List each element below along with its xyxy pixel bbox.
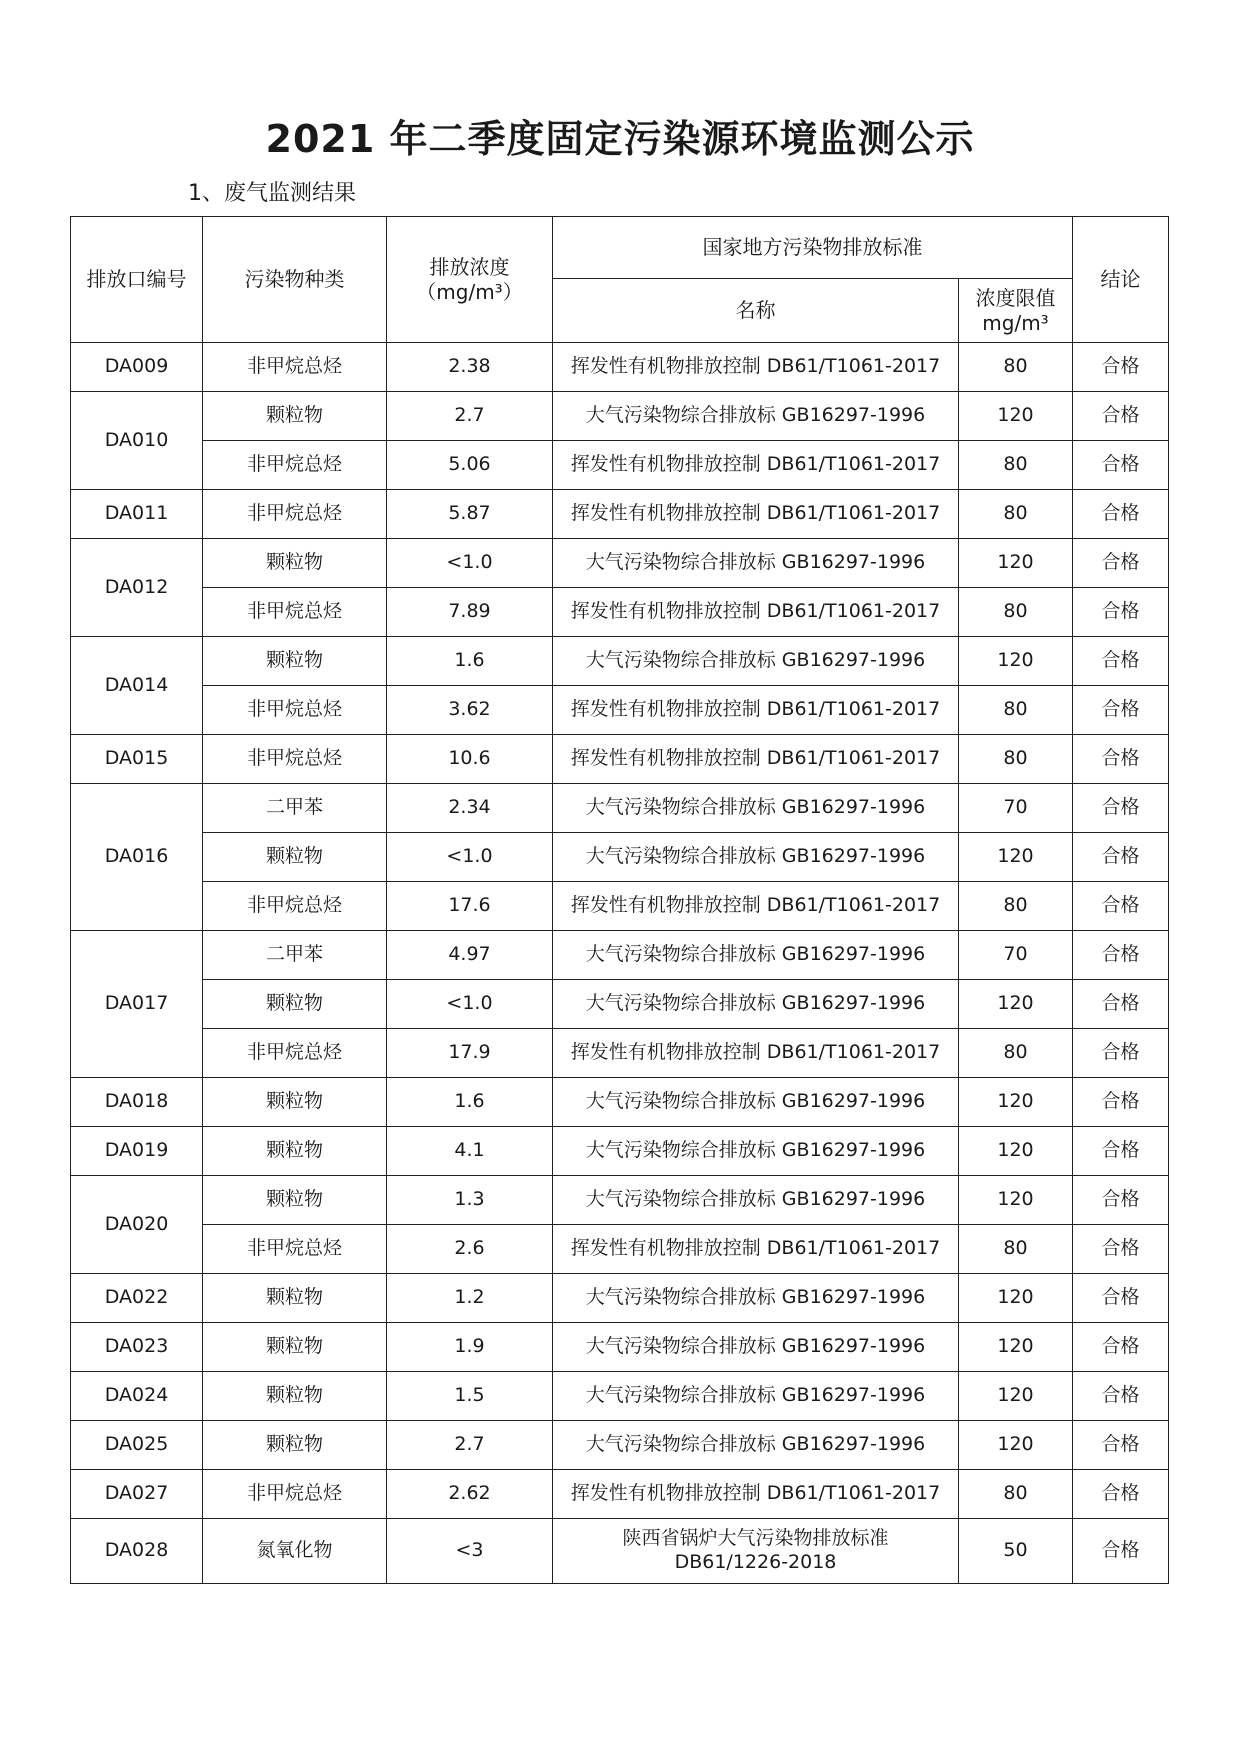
concentration-cell: 17.9 xyxy=(387,1029,553,1078)
standard-name-cell: 挥发性有机物排放控制 DB61/T1061-2017 xyxy=(553,441,959,490)
concentration-cell: 2.34 xyxy=(387,784,553,833)
standard-name-cell xyxy=(553,1519,959,1584)
standard-name-cell: 挥发性有机物排放控制 DB61/T1061-2017 xyxy=(553,1029,959,1078)
conclusion-cell: 合格 xyxy=(1073,1176,1169,1225)
outlet-id-cell: DA028 xyxy=(71,1519,203,1584)
pollutant-cell: 颗粒物 xyxy=(203,539,387,588)
table-row xyxy=(71,441,1169,490)
limit-value-cell: 80 xyxy=(959,441,1073,490)
pollutant-cell: 颗粒物 xyxy=(203,980,387,1029)
conclusion-cell: 合格 xyxy=(1073,1372,1169,1421)
table-row xyxy=(71,1225,1169,1274)
pollutant-cell: 二甲苯 xyxy=(203,931,387,980)
standard-name-cell: 大气污染物综合排放标 GB16297-1996 xyxy=(553,1421,959,1470)
outlet-id-cell: DA010 xyxy=(71,392,203,490)
limit-value-cell: 80 xyxy=(959,882,1073,931)
pollutant-cell: 非甲烷总烃 xyxy=(203,588,387,637)
limit-value-cell: 120 xyxy=(959,1127,1073,1176)
standard-name-cell: 大气污染物综合排放标 GB16297-1996 xyxy=(553,1078,959,1127)
table-row xyxy=(71,343,1169,392)
conclusion-cell: 合格 xyxy=(1073,1519,1169,1584)
standard-name-cell: 大气污染物综合排放标 GB16297-1996 xyxy=(553,1176,959,1225)
pollutant-cell: 颗粒物 xyxy=(203,637,387,686)
limit-value-cell: 120 xyxy=(959,539,1073,588)
concentration-cell: 3.62 xyxy=(387,686,553,735)
standard-name-cell: 挥发性有机物排放控制 DB61/T1061-2017 xyxy=(553,490,959,539)
table-row xyxy=(71,833,1169,882)
outlet-id-cell: DA020 xyxy=(71,1176,203,1274)
standard-name-line: 陕西省锅炉大气污染物排放标准 xyxy=(622,1527,889,1550)
pollutant-cell: 颗粒物 xyxy=(203,1176,387,1225)
header-pollutant: 污染物种类 xyxy=(203,217,387,343)
table-row xyxy=(71,1372,1169,1421)
table-row xyxy=(71,1176,1169,1225)
table-row xyxy=(71,931,1169,980)
outlet-id-cell: DA012 xyxy=(71,539,203,637)
standard-name-line: DB61/1226-2018 xyxy=(674,1551,837,1573)
standard-name-cell: 大气污染物综合排放标 GB16297-1996 xyxy=(553,931,959,980)
standard-name-cell: 挥发性有机物排放控制 DB61/T1061-2017 xyxy=(553,1225,959,1274)
limit-value-cell: 120 xyxy=(959,833,1073,882)
concentration-cell: 1.3 xyxy=(387,1176,553,1225)
pollutant-cell: 氮氧化物 xyxy=(203,1519,387,1584)
limit-value-cell: 120 xyxy=(959,1078,1073,1127)
limit-value-cell: 120 xyxy=(959,1274,1073,1323)
header-concentration xyxy=(387,217,553,343)
limit-value-cell: 80 xyxy=(959,1225,1073,1274)
header-conclusion: 结论 xyxy=(1073,217,1169,343)
limit-value-cell: 80 xyxy=(959,490,1073,539)
limit-value-cell: 120 xyxy=(959,980,1073,1029)
table-row xyxy=(71,980,1169,1029)
conclusion-cell: 合格 xyxy=(1073,980,1169,1029)
concentration-cell: 4.97 xyxy=(387,931,553,980)
standard-name-cell: 挥发性有机物排放控制 DB61/T1061-2017 xyxy=(553,882,959,931)
conclusion-cell: 合格 xyxy=(1073,1323,1169,1372)
concentration-cell: 2.62 xyxy=(387,1470,553,1519)
table-header xyxy=(71,217,1169,343)
table-body xyxy=(71,343,1169,1584)
page-title: 2021 年二季度固定污染源环境监测公示 xyxy=(265,117,975,161)
header-concentration-unit: （mg/m³） xyxy=(416,279,523,304)
pollutant-cell: 非甲烷总烃 xyxy=(203,1470,387,1519)
pollutant-cell: 颗粒物 xyxy=(203,392,387,441)
outlet-id-cell: DA024 xyxy=(71,1372,203,1421)
outlet-id-cell: DA027 xyxy=(71,1470,203,1519)
outlet-id-cell: DA022 xyxy=(71,1274,203,1323)
pollutant-cell: 颗粒物 xyxy=(203,1078,387,1127)
concentration-cell: <1.0 xyxy=(387,833,553,882)
table-row xyxy=(71,1323,1169,1372)
standard-name-cell: 大气污染物综合排放标 GB16297-1996 xyxy=(553,1323,959,1372)
standard-name-cell: 大气污染物综合排放标 GB16297-1996 xyxy=(553,1127,959,1176)
section-heading: 1、废气监测结果 xyxy=(188,181,356,206)
pollutant-cell: 非甲烷总烃 xyxy=(203,686,387,735)
table-row xyxy=(71,735,1169,784)
outlet-id-cell: DA017 xyxy=(71,931,203,1078)
header-standard-name: 名称 xyxy=(553,279,959,343)
table-row xyxy=(71,1029,1169,1078)
standard-name-cell: 挥发性有机物排放控制 DB61/T1061-2017 xyxy=(553,588,959,637)
conclusion-cell: 合格 xyxy=(1073,735,1169,784)
pollutant-cell: 颗粒物 xyxy=(203,1323,387,1372)
limit-value-cell: 120 xyxy=(959,1323,1073,1372)
pollutant-cell: 非甲烷总烃 xyxy=(203,343,387,392)
standard-name-cell: 大气污染物综合排放标 GB16297-1996 xyxy=(553,539,959,588)
conclusion-cell: 合格 xyxy=(1073,1421,1169,1470)
pollutant-cell: 非甲烷总烃 xyxy=(203,882,387,931)
concentration-cell: 1.6 xyxy=(387,637,553,686)
concentration-cell: 2.6 xyxy=(387,1225,553,1274)
concentration-cell: 7.89 xyxy=(387,588,553,637)
limit-value-cell: 120 xyxy=(959,1176,1073,1225)
header-concentration-label: 排放浓度 xyxy=(429,254,510,279)
limit-value-cell: 120 xyxy=(959,1421,1073,1470)
conclusion-cell: 合格 xyxy=(1073,490,1169,539)
standard-name-cell: 大气污染物综合排放标 GB16297-1996 xyxy=(553,637,959,686)
standard-name-cell: 大气污染物综合排放标 GB16297-1996 xyxy=(553,1372,959,1421)
conclusion-cell: 合格 xyxy=(1073,588,1169,637)
conclusion-cell: 合格 xyxy=(1073,1078,1169,1127)
outlet-id-cell: DA023 xyxy=(71,1323,203,1372)
conclusion-cell: 合格 xyxy=(1073,392,1169,441)
emission-results-table xyxy=(70,216,1169,1584)
pollutant-cell: 非甲烷总烃 xyxy=(203,735,387,784)
limit-value-cell: 70 xyxy=(959,931,1073,980)
concentration-cell: 17.6 xyxy=(387,882,553,931)
outlet-id-cell: DA014 xyxy=(71,637,203,735)
concentration-cell: 1.5 xyxy=(387,1372,553,1421)
standard-name-cell: 挥发性有机物排放控制 DB61/T1061-2017 xyxy=(553,735,959,784)
concentration-cell: 2.38 xyxy=(387,343,553,392)
limit-value-cell: 120 xyxy=(959,637,1073,686)
conclusion-cell: 合格 xyxy=(1073,343,1169,392)
conclusion-cell: 合格 xyxy=(1073,539,1169,588)
header-limit xyxy=(959,279,1073,343)
pollutant-cell: 颗粒物 xyxy=(203,1274,387,1323)
standard-name-cell: 大气污染物综合排放标 GB16297-1996 xyxy=(553,392,959,441)
pollutant-cell: 非甲烷总烃 xyxy=(203,490,387,539)
table-row xyxy=(71,686,1169,735)
table-row xyxy=(71,1078,1169,1127)
limit-value-cell: 80 xyxy=(959,1470,1073,1519)
concentration-cell: 5.87 xyxy=(387,490,553,539)
conclusion-cell: 合格 xyxy=(1073,686,1169,735)
concentration-cell: 2.7 xyxy=(387,392,553,441)
table-row xyxy=(71,1470,1169,1519)
standard-name-cell: 挥发性有机物排放控制 DB61/T1061-2017 xyxy=(553,343,959,392)
standard-name-cell: 挥发性有机物排放控制 DB61/T1061-2017 xyxy=(553,686,959,735)
table-row xyxy=(71,637,1169,686)
table-row xyxy=(71,588,1169,637)
conclusion-cell: 合格 xyxy=(1073,882,1169,931)
limit-value-cell: 120 xyxy=(959,392,1073,441)
concentration-cell: 5.06 xyxy=(387,441,553,490)
concentration-cell: 4.1 xyxy=(387,1127,553,1176)
concentration-cell: <3 xyxy=(387,1519,553,1584)
header-limit-label: 浓度限值 xyxy=(975,285,1056,310)
outlet-id-cell: DA019 xyxy=(71,1127,203,1176)
limit-value-cell: 80 xyxy=(959,1029,1073,1078)
standard-name-cell: 大气污染物综合排放标 GB16297-1996 xyxy=(553,784,959,833)
limit-value-cell: 70 xyxy=(959,784,1073,833)
conclusion-cell: 合格 xyxy=(1073,441,1169,490)
conclusion-cell: 合格 xyxy=(1073,833,1169,882)
concentration-cell: 1.9 xyxy=(387,1323,553,1372)
table-row xyxy=(71,1127,1169,1176)
table-row xyxy=(71,1274,1169,1323)
table-row xyxy=(71,1421,1169,1470)
outlet-id-cell: DA025 xyxy=(71,1421,203,1470)
outlet-id-cell: DA011 xyxy=(71,490,203,539)
limit-value-cell: 80 xyxy=(959,588,1073,637)
outlet-id-cell: DA009 xyxy=(71,343,203,392)
standard-name-cell: 挥发性有机物排放控制 DB61/T1061-2017 xyxy=(553,1470,959,1519)
concentration-cell: 2.7 xyxy=(387,1421,553,1470)
table-row xyxy=(71,490,1169,539)
table-row xyxy=(71,882,1169,931)
pollutant-cell: 非甲烷总烃 xyxy=(203,1029,387,1078)
pollutant-cell: 颗粒物 xyxy=(203,1421,387,1470)
pollutant-cell: 颗粒物 xyxy=(203,1372,387,1421)
conclusion-cell: 合格 xyxy=(1073,784,1169,833)
pollutant-cell: 非甲烷总烃 xyxy=(203,441,387,490)
concentration-cell: <1.0 xyxy=(387,980,553,1029)
standard-name-cell: 大气污染物综合排放标 GB16297-1996 xyxy=(553,980,959,1029)
limit-value-cell: 80 xyxy=(959,686,1073,735)
concentration-cell: 1.2 xyxy=(387,1274,553,1323)
concentration-cell: 10.6 xyxy=(387,735,553,784)
pollutant-cell: 颗粒物 xyxy=(203,833,387,882)
pollutant-cell: 颗粒物 xyxy=(203,1127,387,1176)
table-row xyxy=(71,1519,1169,1584)
limit-value-cell: 80 xyxy=(959,343,1073,392)
limit-value-cell: 80 xyxy=(959,735,1073,784)
conclusion-cell: 合格 xyxy=(1073,1470,1169,1519)
outlet-id-cell: DA015 xyxy=(71,735,203,784)
table-row xyxy=(71,392,1169,441)
concentration-cell: <1.0 xyxy=(387,539,553,588)
header-outlet: 排放口编号 xyxy=(71,217,203,343)
header-limit-unit: mg/m³ xyxy=(982,310,1049,335)
conclusion-cell: 合格 xyxy=(1073,637,1169,686)
outlet-id-cell: DA016 xyxy=(71,784,203,931)
conclusion-cell: 合格 xyxy=(1073,1225,1169,1274)
conclusion-cell: 合格 xyxy=(1073,1274,1169,1323)
conclusion-cell: 合格 xyxy=(1073,931,1169,980)
outlet-id-cell: DA018 xyxy=(71,1078,203,1127)
table-row xyxy=(71,539,1169,588)
conclusion-cell: 合格 xyxy=(1073,1029,1169,1078)
concentration-cell: 1.6 xyxy=(387,1078,553,1127)
table-row xyxy=(71,784,1169,833)
limit-value-cell: 50 xyxy=(959,1519,1073,1584)
pollutant-cell: 二甲苯 xyxy=(203,784,387,833)
standard-name-cell: 大气污染物综合排放标 GB16297-1996 xyxy=(553,1274,959,1323)
standard-name-cell: 大气污染物综合排放标 GB16297-1996 xyxy=(553,833,959,882)
limit-value-cell: 120 xyxy=(959,1372,1073,1421)
conclusion-cell: 合格 xyxy=(1073,1127,1169,1176)
pollutant-cell: 非甲烷总烃 xyxy=(203,1225,387,1274)
header-standard: 国家地方污染物排放标准 xyxy=(553,217,1073,279)
